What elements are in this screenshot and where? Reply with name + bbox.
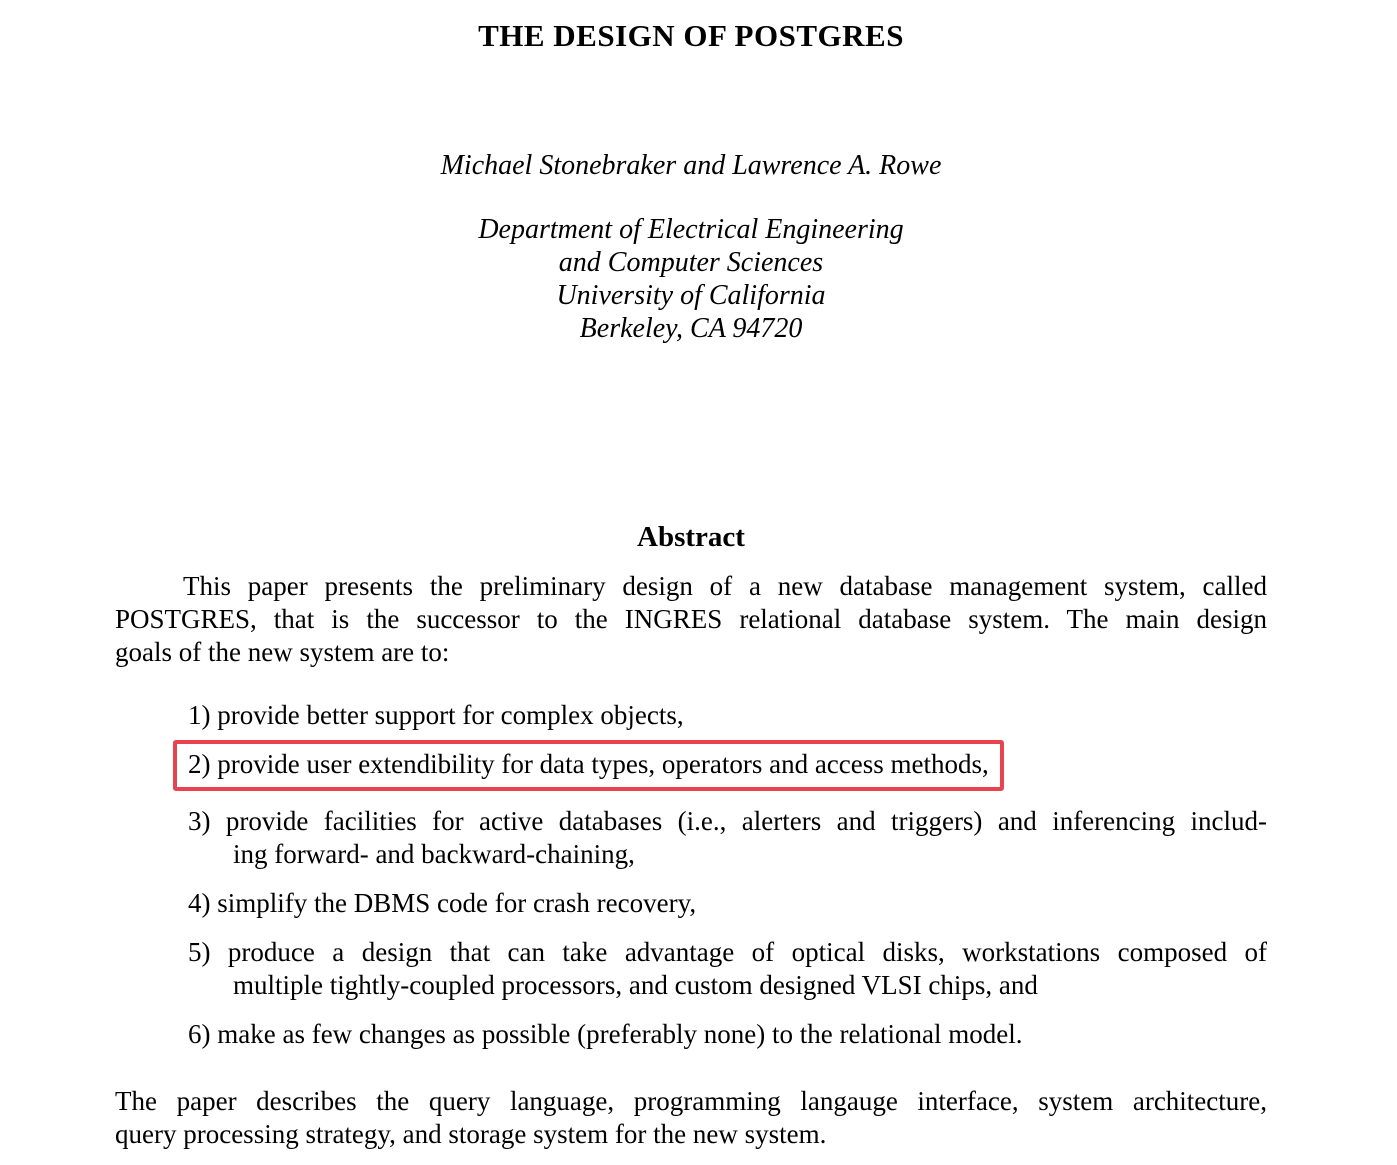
design-goal-3-text: ing forward- and backward-chaining, bbox=[233, 839, 635, 869]
design-goal-5 bbox=[115, 936, 1267, 1002]
abstract-intro-line: POSTGRES, that is the successor to the INGRES relational database system. The main design bbox=[115, 604, 1267, 634]
closing-line: The paper describes the query language, programming langauge interface, system architecture, bbox=[115, 1086, 1267, 1116]
affiliation-line: and Computer Sciences bbox=[558, 247, 824, 278]
design-goal-4-text: 4) simplify the DBMS code for crash recovery, bbox=[188, 888, 697, 918]
design-goal-1-text: 1) provide better support for complex objects, bbox=[188, 700, 684, 730]
abstract-intro-line: This paper presents the preliminary design of a new database management system, called bbox=[183, 571, 1267, 601]
paper-title: THE DESIGN OF POSTGRES bbox=[478, 18, 904, 53]
closing-line: query processing strategy, and storage system for the new system. bbox=[115, 1119, 827, 1149]
highlight-box bbox=[173, 740, 1004, 791]
closing-paragraph bbox=[115, 1085, 1267, 1151]
design-goal-5-text: multiple tightly-coupled processors, and custom designed VLSI chips, and bbox=[233, 970, 1038, 1000]
design-goal-3 bbox=[115, 805, 1267, 871]
design-goal-3-text: 3) provide facilities for active databases (i.e., alerters and triggers) and inferencing includ- bbox=[188, 806, 1267, 836]
design-goal-2-text: 2) provide user extendibility for data types, operators and access methods, bbox=[188, 749, 989, 779]
abstract-intro-paragraph bbox=[115, 570, 1267, 669]
design-goal-5-text: 5) produce a design that can take advantage of optical disks, workstations composed of bbox=[188, 937, 1267, 967]
abstract-intro-line: goals of the new system are to: bbox=[115, 637, 450, 667]
design-goals-list bbox=[115, 699, 1267, 1051]
paper-authors: Michael Stonebraker and Lawrence A. Rowe bbox=[440, 150, 942, 181]
affiliation-line: Department of Electrical Engineering bbox=[478, 214, 904, 245]
affiliation-line: University of California bbox=[556, 280, 826, 311]
design-goal-6 bbox=[115, 1018, 1267, 1051]
paper-content-column bbox=[115, 0, 1267, 1151]
abstract-heading: Abstract bbox=[637, 521, 745, 553]
design-goal-2 bbox=[115, 740, 1267, 791]
paper-affiliation bbox=[115, 213, 1267, 345]
design-goal-4 bbox=[115, 887, 1267, 920]
affiliation-line: Berkeley, CA 94720 bbox=[579, 313, 803, 344]
design-goal-1 bbox=[115, 699, 1267, 732]
design-goal-6-text: 6) make as few changes as possible (preferably none) to the relational model. bbox=[188, 1019, 1023, 1049]
